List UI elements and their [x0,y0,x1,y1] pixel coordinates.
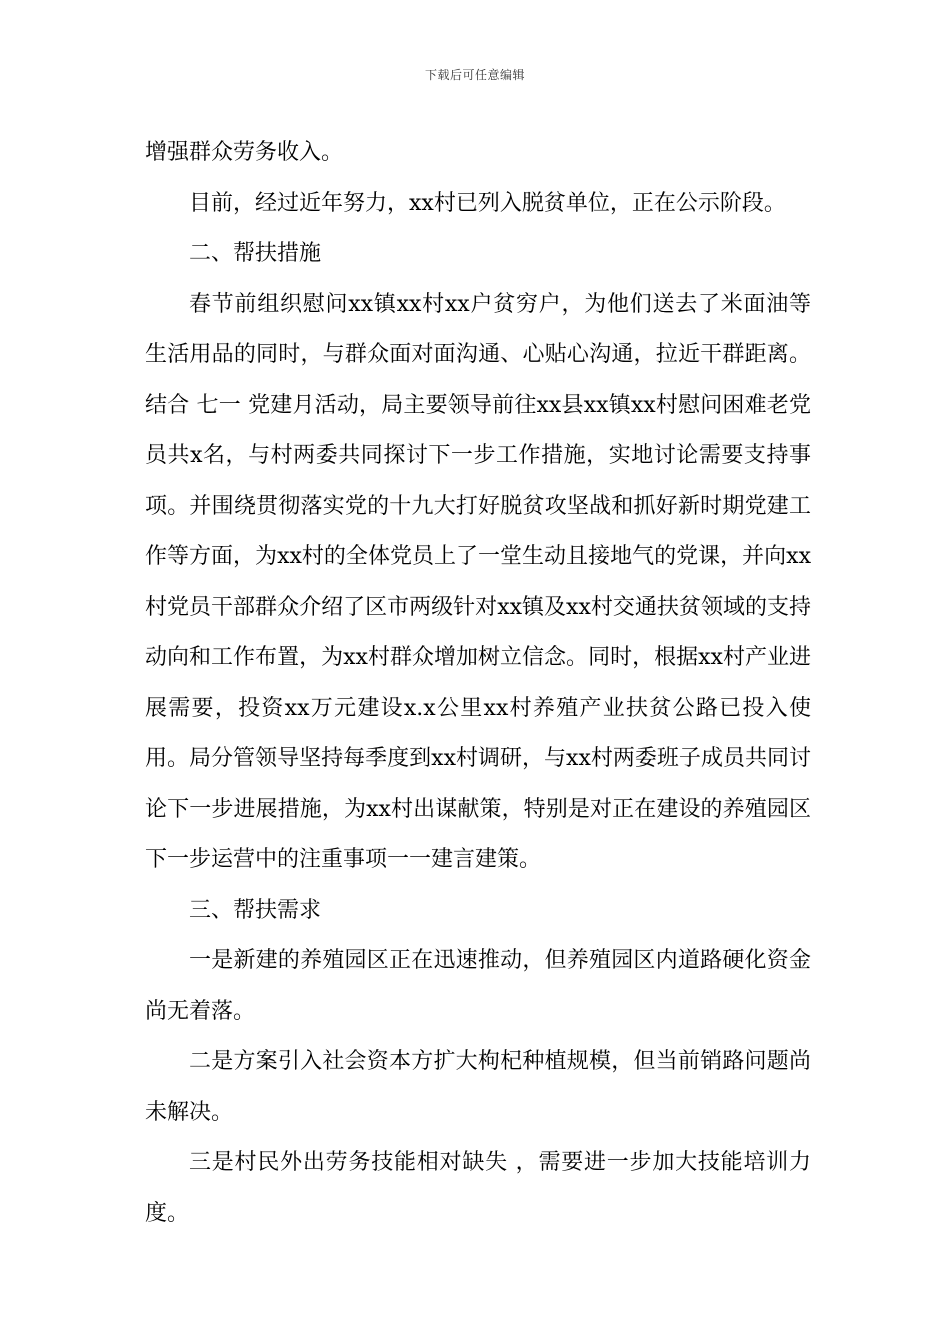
paragraph-measures: 春节前组织慰问xx镇xx村xx户贫穷户，为他们送去了米面油等生活用品的同时，与群众面对面沟通、心贴心沟通，拉近干群距离。结合 七一 党建月活动，局主要领导前往xx县xx镇xx村慰问困难老党员共x名，与村两委共同探讨下一步工作措施，实地讨论需要支持事项。并围绕贯彻落实党的十九大打好脱贫攻坚战和抓好新时期党建工作等方面，为xx村的全体党员上了一堂生动且接地气的党课，并向xx村党员干部群众介绍了区市两级针对xx镇及xx村交通扶贫领域的支持动向和工作布置，为xx村群众增加树立信念。同时，根据xx村产业进展需要，投资xx万元建设x.x公里xx村养殖产业扶贫公路已投入使用。局分管领导坚持每季度到xx村调研，与xx村两委班子成员共同讨论下一步进展措施，为xx村出谋献策，特别是对正在建设的养殖园区下一步运营中的注重事项一一建言建策。 [145,291,811,872]
paragraph-need-1: 一是新建的养殖园区正在迅速推动，但养殖园区内道路硬化资金尚无着落。 [145,948,811,1024]
document-body [145,128,811,1239]
paragraph-need-3: 三是村民外出劳务技能相对缺失 ，需要进一步加大技能培训力度。 [145,1150,811,1226]
section-heading-needs: 三、帮扶需求 [189,897,322,923]
section-heading-measures: 二、帮扶措施 [189,241,322,266]
paragraph-need-2: 二是方案引入社会资本方扩大枸杞种植规模，但当前销路问题尚未解决。 [145,1049,811,1125]
paragraph-status: 目前，经过近年努力，xx村已列入脱贫单位，正在公示阶段。 [189,190,786,216]
paragraph-continuation: 增强群众劳务收入。 [145,140,344,165]
page-header: 下载后可任意编辑 [424,68,525,82]
